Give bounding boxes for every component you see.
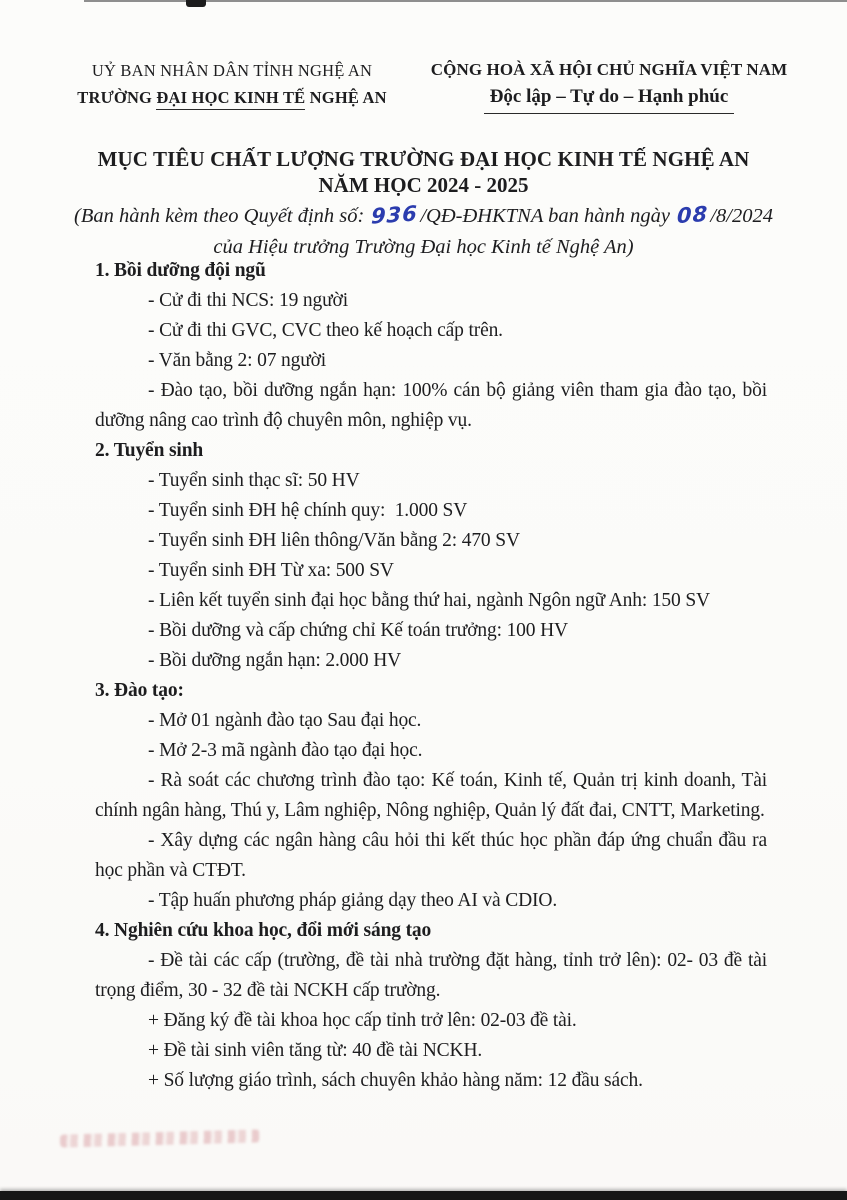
section-2-item: - Tuyển sinh ĐH liên thông/Văn bằng 2: 470 SV <box>148 530 520 551</box>
issuance-note-line2: của Hiệu trưởng Trường Đại học Kinh tế Nghệ An) <box>213 236 634 258</box>
document-title-line2: NĂM HỌC 2024 - 2025 <box>318 173 529 197</box>
section-2-item: - Bồi dưỡng ngắn hạn: 2.000 HV <box>148 650 402 671</box>
ink-bleedthrough-mark <box>60 1129 260 1147</box>
section-2-item: - Tuyển sinh thạc sĩ: 50 HV <box>148 470 360 491</box>
motto-line: Độc lập – Tự do – Hạnh phúc <box>484 83 735 114</box>
issuance-note-part3: /8/2024 <box>710 205 773 227</box>
section-1-item: - Cử đi thi NCS: 19 người <box>148 290 348 311</box>
section-3-item: - Xây dựng các ngân hàng câu hỏi thi kết thúc học phần đáp ứng chuẩn đầu ra học phần và CTĐT. <box>95 830 767 881</box>
section-4-heading: 4. Nghiên cứu khoa học, đổi mới sáng tạo <box>95 920 432 941</box>
section-1-item: - Đào tạo, bồi dưỡng ngắn hạn: 100% cán bộ giảng viên tham gia đào tạo, bồi dưỡng nâng cao trình độ chuyên môn, nghiệp vụ. <box>95 380 767 431</box>
section-4-item: + Đăng ký đề tài khoa học cấp tỉnh trở lên: 02-03 đề tài. <box>148 1010 577 1031</box>
section-3-item: - Mở 2-3 mã ngành đào tạo đại học. <box>148 740 423 761</box>
national-title-line: CỘNG HOÀ XÃ HỘI CHỦ NGHĨA VIỆT NAM <box>430 60 788 79</box>
section-2-item: - Bồi dưỡng và cấp chứng chỉ Kế toán trưởng: 100 HV <box>148 620 568 641</box>
section-1-heading: 1. Bồi dưỡng đội ngũ <box>95 260 266 281</box>
handwritten-day: 08 <box>676 201 709 229</box>
university-name-underlined: ĐẠI HỌC KINH TẾ <box>156 88 305 110</box>
issuance-note-part1: (Ban hành kèm theo Quyết định số: <box>74 205 370 227</box>
section-3-heading: 3. Đào tạo: <box>95 680 184 701</box>
section-3-item: - Mở 01 ngành đào tạo Sau đại học. <box>148 710 422 731</box>
scan-bottom-edge-band <box>0 1191 847 1200</box>
scan-top-edge-mark <box>186 0 206 7</box>
section-2-item: - Tuyển sinh ĐH Từ xa: 500 SV <box>148 560 394 581</box>
section-1-item: - Cử đi thi GVC, CVC theo kế hoạch cấp trên. <box>148 320 503 341</box>
national-motto-block <box>420 57 798 114</box>
handwritten-decision-number: 936 <box>371 201 419 229</box>
section-2-heading: 2. Tuyển sinh <box>95 440 204 461</box>
section-4-item: - Đề tài các cấp (trường, đề tài nhà trường đặt hàng, tỉnh trở lên): 02- 03 đề tài trọng điểm, 30 - 32 đề tài NCKH cấp trường. <box>95 950 767 1001</box>
university-name-prefix: TRƯỜNG <box>77 88 157 107</box>
section-2-item: - Liên kết tuyển sinh đại học bằng thứ hai, ngành Ngôn ngữ Anh: 150 SV <box>148 590 710 611</box>
section-3-item: - Tập huấn phương pháp giảng dạy theo AI và CDIO. <box>148 890 558 911</box>
section-4-item: + Số lượng giáo trình, sách chuyên khảo hàng năm: 12 đầu sách. <box>148 1070 643 1091</box>
document-title-block <box>0 146 847 198</box>
document-title-line1: MỤC TIÊU CHẤT LƯỢNG TRƯỜNG ĐẠI HỌC KINH TẾ NGHỆ AN <box>97 147 750 171</box>
university-name-suffix: NGHỆ AN <box>305 88 387 107</box>
university-name-line <box>58 84 406 111</box>
section-2-item: - Tuyển sinh ĐH hệ chính quy: 1.000 SV <box>148 500 468 521</box>
issuance-note-part2: /QĐ-ĐHKTNA ban hành ngày <box>420 205 676 227</box>
issuance-note-block <box>0 200 847 263</box>
issuing-authority-block <box>58 57 406 111</box>
document-body <box>95 256 767 1096</box>
issuance-note-line1 <box>0 200 847 232</box>
section-3-item: - Rà soát các chương trình đào tạo: Kế toán, Kinh tế, Quản trị kinh doanh, Tài chính ngân hàng, Thú y, Lâm nghiệp, Nông nghiệp, Quản lý đất đai, CNTT, Marketing. <box>95 770 767 821</box>
section-4-item: + Đề tài sinh viên tăng từ: 40 đề tài NCKH. <box>148 1040 483 1061</box>
section-1-item: - Văn bằng 2: 07 người <box>148 350 327 371</box>
authority-line: UỶ BAN NHÂN DÂN TỈNH NGHỆ AN <box>91 61 373 80</box>
